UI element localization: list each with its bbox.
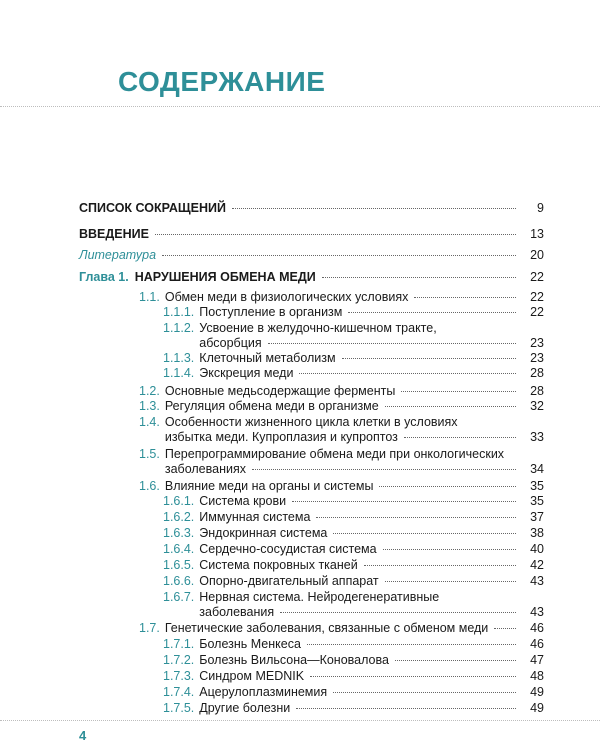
toc-page-number: 43 <box>530 605 544 619</box>
dot-leader <box>333 533 516 534</box>
toc-entry-title: Регуляция обмена меди в организме <box>164 399 379 413</box>
toc-page-number: 42 <box>530 558 544 572</box>
dot-leader <box>401 391 516 392</box>
toc-entry-title-line2: избытка меди. Купроплазия и купроптоз <box>164 430 398 444</box>
toc-entry-title-line2: абсорбция <box>199 336 262 350</box>
toc-entry-1-3[interactable] <box>139 399 544 414</box>
toc-entry-1-6-2[interactable] <box>163 510 544 525</box>
toc-entry-title: Клеточный метаболизм <box>199 351 336 365</box>
toc-page-number: 48 <box>530 669 544 683</box>
toc-page-number: 38 <box>530 526 544 540</box>
toc-entry-title: Болезнь Менкеса <box>199 637 301 651</box>
toc-page-number: 23 <box>530 351 544 365</box>
toc-page-number: 46 <box>530 637 544 651</box>
toc-entry-1-1-4[interactable] <box>163 366 544 381</box>
section-number: 1.6.3. <box>163 526 195 540</box>
section-number: 1.7.4. <box>163 685 195 699</box>
toc-entry-1-1-1[interactable] <box>163 305 544 320</box>
toc-page-number: 34 <box>530 462 544 476</box>
toc-entry-title: Синдром MEDNIK <box>199 669 305 683</box>
page-number: 4 <box>79 728 87 743</box>
toc-entry-title: Обмен меди в физиологических условиях <box>164 290 409 304</box>
toc-page-number: 49 <box>530 701 544 715</box>
dot-leader <box>292 501 516 502</box>
dot-leader <box>383 549 516 550</box>
toc-entry-1-6-3[interactable] <box>163 526 544 541</box>
dot-leader <box>348 312 516 313</box>
toc-entry-title: Ацерулоплазминемия <box>199 685 328 699</box>
section-number: 1.7.5. <box>163 701 195 715</box>
dot-leader <box>379 486 516 487</box>
toc-entry-title: Экскреция меди <box>199 366 294 380</box>
section-number: 1.6.6. <box>163 574 195 588</box>
toc-entry-title-line1: Особенности жизненного цикла клетки в условиях <box>164 415 458 429</box>
section-number: 1.6.5. <box>163 558 195 572</box>
dot-leader <box>385 406 516 407</box>
toc-entry-1-6-5[interactable] <box>163 558 544 573</box>
toc-page-number: 22 <box>530 290 544 304</box>
dot-leader <box>232 208 516 209</box>
toc-page-number: 28 <box>530 366 544 380</box>
toc-entry-title: Эндокринная система <box>199 526 328 540</box>
toc-entry-1-4[interactable] <box>139 415 544 445</box>
toc-page-number: 43 <box>530 574 544 588</box>
toc-entry-title: ВВЕДЕНИЕ <box>79 227 149 241</box>
toc-entry-title-line2: заболевания <box>199 605 275 619</box>
section-number: 1.6.2. <box>163 510 195 524</box>
section-number: 1.2. <box>139 384 160 398</box>
toc-entry-1-5[interactable] <box>139 447 544 477</box>
toc-page-number: 32 <box>530 399 544 413</box>
toc-entry-1-7[interactable] <box>139 621 544 636</box>
section-number: 1.1.2. <box>163 321 195 335</box>
toc-entry-title-line1: Нервная система. Нейродегенеративные <box>199 590 440 604</box>
dot-leader <box>307 644 516 645</box>
toc-entry-1-6-4[interactable] <box>163 542 544 557</box>
dot-leader <box>385 581 516 582</box>
section-number: 1.7.2. <box>163 653 195 667</box>
dot-leader <box>342 358 516 359</box>
toc-page-number: 49 <box>530 685 544 699</box>
toc-page-number: 47 <box>530 653 544 667</box>
toc-entry-1-7-4[interactable] <box>163 685 544 700</box>
dot-leader <box>268 343 516 344</box>
page-title: СОДЕРЖАНИЕ <box>118 66 326 97</box>
toc-entry-1-6[interactable] <box>139 479 544 494</box>
toc-page-number: 22 <box>530 270 544 284</box>
dot-leader <box>155 234 516 235</box>
dot-leader <box>299 373 516 374</box>
toc-entry-title: Система крови <box>199 494 287 508</box>
dot-leader <box>162 255 516 256</box>
toc-entry-title: Основные медьсодержащие ферменты <box>164 384 396 398</box>
toc-entry-title: Другие болезни <box>199 701 291 715</box>
section-number: 1.3. <box>139 399 160 413</box>
toc-entry-1-1[interactable] <box>139 290 544 305</box>
toc-page-number: 28 <box>530 384 544 398</box>
toc-entry-title: НАРУШЕНИЯ ОБМЕНА МЕДИ <box>134 270 316 284</box>
section-number: 1.5. <box>139 447 160 461</box>
dot-leader <box>404 437 516 438</box>
dot-leader <box>280 612 516 613</box>
toc-entry-chapter-1[interactable] <box>79 270 544 285</box>
dot-leader <box>316 517 516 518</box>
toc-entry-title-line2: заболеваниях <box>164 462 246 476</box>
toc-entry-title: Сердечно-сосудистая система <box>199 542 377 556</box>
section-number: 1.1. <box>139 290 160 304</box>
toc-entry-title: Влияние меди на органы и системы <box>164 479 374 493</box>
toc-entry-1-7-5[interactable] <box>163 701 544 716</box>
toc-entry-title: Генетические заболевания, связанные с обменом меди <box>164 621 489 635</box>
toc-entry-1-1-3[interactable] <box>163 351 544 366</box>
toc-entry-title: Опорно-двигательный аппарат <box>199 574 379 588</box>
bottom-divider <box>0 720 600 721</box>
toc-entry-1-6-1[interactable] <box>163 494 544 509</box>
dot-leader <box>414 297 516 298</box>
toc-page-number: 46 <box>530 621 544 635</box>
toc-page-number: 40 <box>530 542 544 556</box>
toc-page-number: 37 <box>530 510 544 524</box>
toc-entry-title: Система покровных тканей <box>199 558 358 572</box>
section-number: 1.6.1. <box>163 494 195 508</box>
toc-entry-1-6-7[interactable] <box>163 590 544 620</box>
toc-entry-1-7-1[interactable] <box>163 637 544 652</box>
toc-page-number: 33 <box>530 430 544 444</box>
section-number: 1.1.1. <box>163 305 195 319</box>
toc-entry-introduction[interactable] <box>79 227 544 242</box>
toc-entry-title: СПИСОК СОКРАЩЕНИЙ <box>79 201 226 215</box>
toc-page-number: 13 <box>530 227 544 241</box>
toc-entry-1-1-2[interactable] <box>163 321 544 351</box>
section-number: 1.7. <box>139 621 160 635</box>
dot-leader <box>296 708 516 709</box>
toc-entry-1-7-2[interactable] <box>163 653 544 668</box>
dot-leader <box>395 660 516 661</box>
toc-entry-1-7-3[interactable] <box>163 669 544 684</box>
toc-entry-literature[interactable] <box>79 248 544 263</box>
top-divider <box>0 106 600 107</box>
section-number: 1.7.3. <box>163 669 195 683</box>
dot-leader <box>494 628 516 629</box>
toc-page-number: 23 <box>530 336 544 350</box>
section-number: 1.6. <box>139 479 160 493</box>
section-number: 1.6.4. <box>163 542 195 556</box>
chapter-number: Глава 1. <box>79 270 129 284</box>
dot-leader <box>333 692 516 693</box>
toc-entry-title-line1: Усвоение в желудочно-кишечном тракте, <box>199 321 437 335</box>
toc-entry-title: Литература <box>79 248 157 262</box>
dot-leader <box>310 676 516 677</box>
dot-leader <box>322 277 516 278</box>
dot-leader <box>364 565 516 566</box>
toc-entry-abbreviations[interactable] <box>79 201 544 216</box>
toc-page-number: 35 <box>530 479 544 493</box>
toc-entry-1-2[interactable] <box>139 384 544 399</box>
toc-entry-1-6-6[interactable] <box>163 574 544 589</box>
toc-entry-title: Поступление в организм <box>199 305 343 319</box>
toc-page-number: 22 <box>530 305 544 319</box>
section-number: 1.4. <box>139 415 160 429</box>
toc-entry-title: Болезнь Вильсона—Коновалова <box>199 653 389 667</box>
toc-page-number: 20 <box>530 248 544 262</box>
section-number: 1.6.7. <box>163 590 195 604</box>
section-number: 1.7.1. <box>163 637 195 651</box>
section-number: 1.1.3. <box>163 351 195 365</box>
toc-entry-title-line1: Перепрограммирование обмена меди при онкологических <box>164 447 505 461</box>
toc-entry-title: Иммунная система <box>199 510 311 524</box>
dot-leader <box>252 469 516 470</box>
toc-page-number: 9 <box>537 201 544 215</box>
toc-page-number: 35 <box>530 494 544 508</box>
section-number: 1.1.4. <box>163 366 195 380</box>
